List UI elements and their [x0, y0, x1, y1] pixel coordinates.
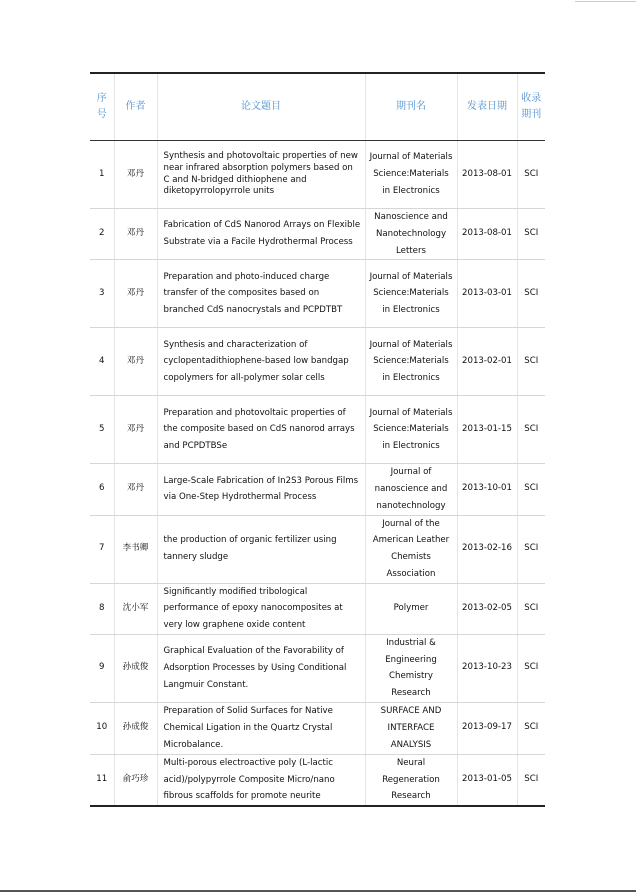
cell-date: 2013-02-01	[457, 328, 517, 396]
cell-date: 2013-09-17	[457, 702, 517, 754]
table-row	[90, 141, 545, 209]
cell-title: Large-Scale Fabrication of In2S3 Porous Films via One-Step Hydrothermal Process	[157, 464, 365, 515]
header-journal: 期刊名	[365, 73, 457, 141]
cell-index: SCI	[517, 209, 545, 260]
cell-no: 9	[90, 634, 114, 702]
cell-journal: Journal of Materials Science:Materials in Electronics	[365, 141, 457, 209]
cell-index: SCI	[517, 634, 545, 702]
header-no: 序号	[90, 73, 114, 141]
table-row	[90, 464, 545, 515]
cell-no: 5	[90, 396, 114, 464]
cell-author: 邓丹	[114, 209, 157, 260]
cell-date: 2013-01-15	[457, 396, 517, 464]
cell-journal: SURFACE AND INTERFACE ANALYSIS	[365, 702, 457, 754]
cell-no: 1	[90, 141, 114, 209]
table-row	[90, 396, 545, 464]
cell-index: SCI	[517, 583, 545, 634]
table-row	[90, 328, 545, 396]
cell-journal: Industrial & Engineering Chemistry Research	[365, 634, 457, 702]
cell-author: 俞巧珍	[114, 754, 157, 806]
header-date: 发表日期	[457, 73, 517, 141]
cell-title: Synthesis and characterization of cyclopentadithiophene-based low bandgap copolymers for all-polymer solar cells	[157, 328, 365, 396]
cell-date: 2013-01-05	[457, 754, 517, 806]
cell-journal: Polymer	[365, 583, 457, 634]
page-top-rule	[575, 1, 636, 2]
cell-journal: Journal of nanoscience and nanotechnology	[365, 464, 457, 515]
cell-no: 6	[90, 464, 114, 515]
cell-no: 8	[90, 583, 114, 634]
table-row	[90, 209, 545, 260]
header-title: 论文题目	[157, 73, 365, 141]
cell-title: Synthesis and photovoltaic properties of new near infrared absorption polymers based on C and N-bridged dithiophene and diketopyrrolopyrrole units	[157, 141, 365, 209]
header-author: 作者	[114, 73, 157, 141]
cell-title: Graphical Evaluation of the Favorability of Adsorption Processes by Using Conditional Langmuir Constant.	[157, 634, 365, 702]
cell-no: 3	[90, 260, 114, 328]
cell-author: 李书卿	[114, 515, 157, 583]
table-row	[90, 702, 545, 754]
page-bottom-rule	[0, 890, 636, 892]
cell-journal: Journal of Materials Science:Materials in Electronics	[365, 328, 457, 396]
cell-journal: Journal of Materials Science:Materials in Electronics	[365, 260, 457, 328]
cell-author: 孙成俊	[114, 634, 157, 702]
cell-author: 邓丹	[114, 260, 157, 328]
cell-journal: Journal of the American Leather Chemists Association	[365, 515, 457, 583]
table-row	[90, 260, 545, 328]
cell-no: 10	[90, 702, 114, 754]
header-index: 收录期刊	[517, 73, 545, 141]
table-header-row	[90, 73, 545, 141]
cell-date: 2013-10-01	[457, 464, 517, 515]
cell-date: 2013-08-01	[457, 209, 517, 260]
cell-author: 邓丹	[114, 328, 157, 396]
table-row	[90, 515, 545, 583]
cell-title: Fabrication of CdS Nanorod Arrays on Flexible Substrate via a Facile Hydrothermal Process	[157, 209, 365, 260]
cell-no: 4	[90, 328, 114, 396]
cell-index: SCI	[517, 702, 545, 754]
cell-index: SCI	[517, 754, 545, 806]
cell-title: the production of organic fertilizer using tannery sludge	[157, 515, 365, 583]
cell-date: 2013-08-01	[457, 141, 517, 209]
cell-title: Preparation and photovoltaic properties of the composite based on CdS nanorod arrays and PCPDTBSe	[157, 396, 365, 464]
cell-author: 邓丹	[114, 141, 157, 209]
cell-journal: Nanoscience and Nanotechnology Letters	[365, 209, 457, 260]
cell-no: 7	[90, 515, 114, 583]
cell-title: Significantly modified tribological performance of epoxy nanocomposites at very low graphene oxide content	[157, 583, 365, 634]
cell-index: SCI	[517, 396, 545, 464]
cell-no: 11	[90, 754, 114, 806]
table-row	[90, 754, 545, 806]
table-row	[90, 634, 545, 702]
publications-table	[90, 72, 545, 807]
cell-index: SCI	[517, 515, 545, 583]
cell-journal: Journal of Materials Science:Materials in Electronics	[365, 396, 457, 464]
cell-date: 2013-02-05	[457, 583, 517, 634]
cell-author: 沈小军	[114, 583, 157, 634]
cell-title: Preparation and photo-induced charge transfer of the composites based on branched CdS nanocrystals and PCPDTBT	[157, 260, 365, 328]
cell-title: Multi-porous electroactive poly (L-lactic acid)/polypyrrole Composite Micro/nano fibrous scaffolds for promote neurite	[157, 754, 365, 806]
cell-no: 2	[90, 209, 114, 260]
cell-date: 2013-03-01	[457, 260, 517, 328]
cell-journal: Neural Regeneration Research	[365, 754, 457, 806]
cell-author: 孙成俊	[114, 702, 157, 754]
cell-index: SCI	[517, 141, 545, 209]
cell-index: SCI	[517, 464, 545, 515]
cell-index: SCI	[517, 328, 545, 396]
cell-title: Preparation of Solid Surfaces for Native Chemical Ligation in the Quartz Crystal Microbalance.	[157, 702, 365, 754]
cell-index: SCI	[517, 260, 545, 328]
cell-author: 邓丹	[114, 464, 157, 515]
cell-date: 2013-02-16	[457, 515, 517, 583]
cell-date: 2013-10-23	[457, 634, 517, 702]
cell-author: 邓丹	[114, 396, 157, 464]
table-row	[90, 583, 545, 634]
